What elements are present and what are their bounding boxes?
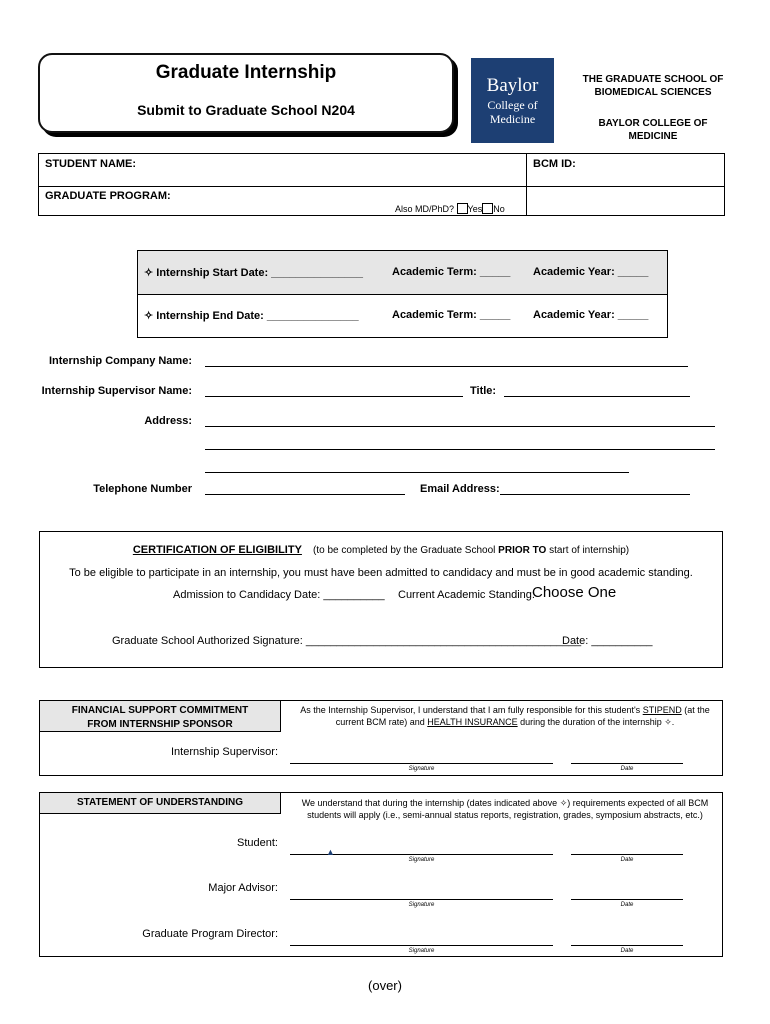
form-title: Graduate Internship	[155, 62, 337, 83]
date-caption: Date	[620, 902, 634, 908]
signature-caption: Signature	[408, 948, 435, 954]
diamond-star-icon: ✧	[144, 310, 154, 322]
start-date-row	[144, 266, 363, 279]
mdphd-yes-checkbox[interactable]	[457, 203, 468, 214]
telephone-label: Telephone Number	[93, 483, 192, 495]
financial-text	[290, 704, 720, 728]
advisor-date-field[interactable]	[571, 899, 683, 900]
signature-caption: Signature	[408, 857, 435, 863]
program-director-label: Graduate Program Director:	[142, 928, 278, 940]
graduate-program-field[interactable]	[169, 188, 389, 212]
standing-dropdown[interactable]: Choose One	[532, 584, 617, 601]
date-caption: Date	[620, 948, 634, 954]
end-term-label: Academic Term: _____	[392, 309, 511, 321]
yes-label: Yes	[467, 204, 483, 214]
college-name	[578, 117, 728, 143]
baylor-logo	[471, 58, 554, 143]
financial-text-mid: (at the current BCM rate) and	[335, 705, 710, 727]
internship-dates-box	[137, 250, 668, 338]
date-caption: Date	[620, 766, 634, 772]
title-field[interactable]	[504, 396, 690, 397]
financial-heading-line1: FINANCIAL SUPPORT COMMITMENT	[71, 705, 249, 716]
candidacy-date-label: Admission to Candidacy Date: __________	[173, 589, 385, 601]
mdphd-label: Also MD/PhD?	[395, 204, 455, 214]
diamond-star-icon: ✧	[144, 267, 154, 279]
understanding-header	[39, 792, 281, 814]
mdphd-no-checkbox[interactable]	[482, 203, 493, 214]
telephone-field[interactable]	[205, 494, 405, 495]
no-label: No	[493, 204, 505, 214]
understanding-heading: STATEMENT OF UNDERSTANDING	[76, 797, 244, 808]
advisor-signature-field[interactable]	[290, 899, 553, 900]
bcm-id-field[interactable]	[584, 156, 719, 182]
address-field-line3[interactable]	[205, 472, 629, 473]
financial-text-post: during the duration of the internship ✧.	[517, 717, 675, 727]
start-year-label: Academic Year: _____	[533, 266, 649, 278]
understanding-section	[39, 792, 723, 957]
supervisor-signature-field[interactable]	[290, 763, 553, 764]
certification-note-post: start of internship)	[546, 545, 630, 556]
end-year-label: Academic Year: _____	[533, 309, 649, 321]
email-field[interactable]	[500, 494, 690, 495]
director-signature-field[interactable]	[290, 945, 553, 946]
end-date-label: Internship End Date: _______________	[156, 310, 359, 322]
bcm-id-label: BCM ID:	[533, 158, 576, 170]
major-advisor-label: Major Advisor:	[208, 882, 278, 894]
school-line1: THE GRADUATE SCHOOL OF	[582, 74, 724, 85]
start-date-label: Internship Start Date: _______________	[156, 267, 363, 279]
eligibility-statement: To be eligible to participate in an internship, you must have been admitted to candidacy and must be in good academic standing.	[69, 567, 693, 579]
cursor-mark-icon: ▲	[326, 847, 335, 857]
stipend-text: STIPEND	[642, 705, 682, 715]
school-line2: BIOMEDICAL SCIENCES	[594, 87, 712, 98]
student-info-table	[38, 153, 725, 216]
company-name-field[interactable]	[205, 366, 688, 367]
title-box	[38, 53, 454, 133]
start-term-label: Academic Term: _____	[392, 266, 511, 278]
logo-line3-text: Medicine	[489, 112, 536, 126]
standing-label: Current Academic Standing:	[398, 589, 535, 601]
title-label: Title:	[470, 385, 497, 397]
insurance-text: HEALTH INSURANCE	[427, 717, 518, 727]
certification-note-bold: PRIOR TO	[498, 545, 547, 556]
signature-caption: Signature	[408, 902, 435, 908]
company-name-label: Internship Company Name:	[48, 355, 192, 367]
mdphd-question	[395, 203, 505, 214]
address-label: Address:	[144, 415, 192, 427]
supervisor-name-field[interactable]	[205, 396, 463, 397]
certification-heading: CERTIFICATION OF ELIGIBILITY	[132, 544, 302, 556]
email-label: Email Address:	[420, 483, 500, 495]
over-note: (over)	[368, 978, 402, 993]
supervisor-name-label: Internship Supervisor Name:	[41, 385, 192, 397]
cert-date-label: Date: __________	[562, 635, 653, 647]
form-subtitle: Submit to Graduate School N204	[137, 102, 355, 118]
student-name-field[interactable]	[179, 156, 519, 182]
financial-heading-line2: FROM INTERNSHIP SPONSOR	[87, 719, 233, 730]
authorized-signature-label: Graduate School Authorized Signature: _____________________________________________	[112, 635, 582, 647]
certification-heading-row	[40, 544, 722, 556]
signature-caption: Signature	[408, 766, 435, 772]
logo-line2	[471, 98, 554, 126]
student-label: Student:	[237, 837, 278, 849]
end-date-row	[144, 309, 359, 322]
internship-supervisor-label: Internship Supervisor:	[171, 746, 278, 758]
director-date-field[interactable]	[571, 945, 683, 946]
logo-line2-text: College of	[487, 98, 538, 112]
financial-header	[39, 700, 281, 732]
understanding-text: We understand that during the internship (dates indicated above ✧) requirements expected of all BCM students will apply (i.e., semi-annual status reports, registration, grades, symposium abstracts, etc.)	[301, 798, 709, 820]
financial-text-pre: As the Internship Supervisor, I understand that I am fully responsible for this student's	[300, 705, 643, 715]
graduate-program-label: GRADUATE PROGRAM:	[45, 190, 171, 202]
college-line1: BAYLOR COLLEGE OF	[598, 118, 708, 129]
school-name	[578, 73, 728, 99]
date-caption: Date	[620, 857, 634, 863]
financial-support-section	[39, 700, 723, 776]
certification-note-pre: (to be completed by the Graduate School	[313, 545, 499, 556]
supervisor-date-field[interactable]	[571, 763, 683, 764]
student-date-field[interactable]	[571, 854, 683, 855]
certification-box	[39, 531, 723, 668]
college-line2: MEDICINE	[628, 131, 678, 142]
address-field-line1[interactable]	[205, 426, 715, 427]
logo-line1: Baylor	[486, 75, 539, 96]
address-field-line2[interactable]	[205, 449, 715, 450]
student-name-label: STUDENT NAME:	[45, 158, 137, 170]
